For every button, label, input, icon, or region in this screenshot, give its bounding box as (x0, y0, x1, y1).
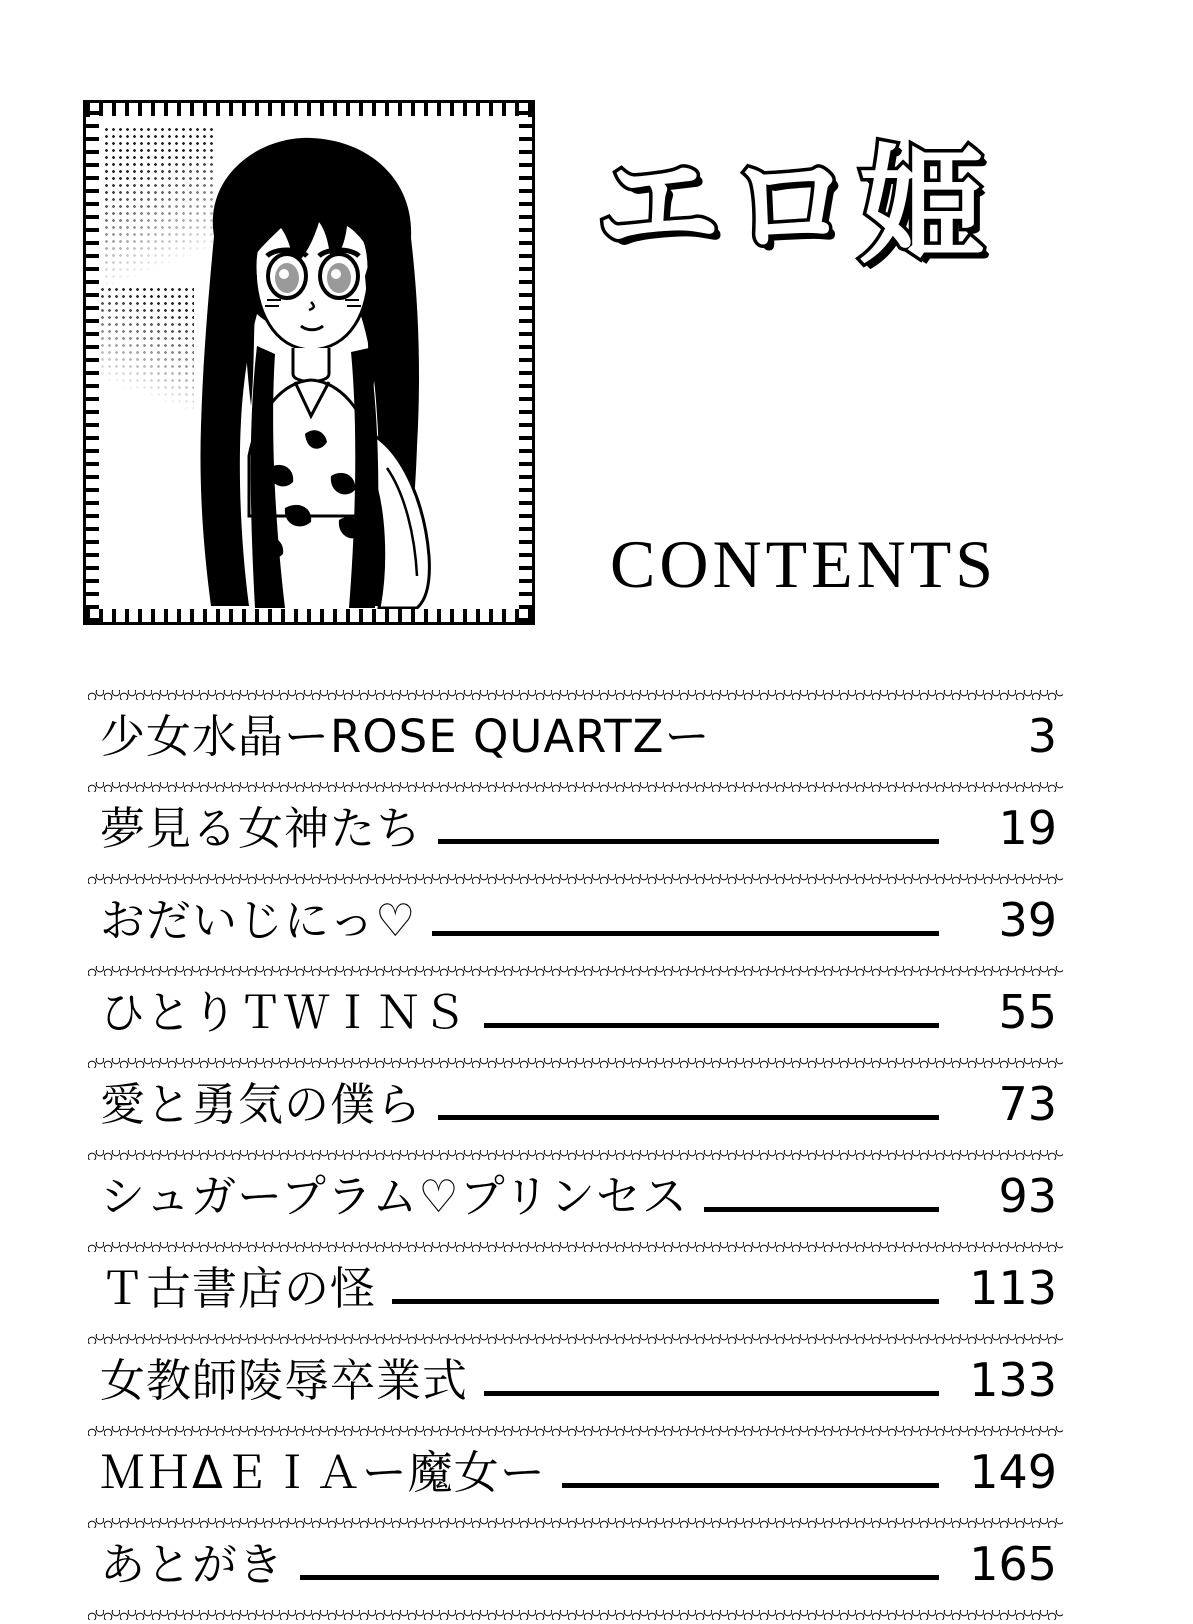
toc-entry-title: 女教師陵辱卒業式 (100, 1354, 469, 1407)
toc-leader (432, 931, 939, 936)
toc-leader (438, 839, 939, 844)
toc-divider (88, 782, 1063, 792)
toc-divider (88, 966, 1063, 976)
toc-divider (88, 1150, 1063, 1160)
toc-entry[interactable] (88, 1068, 1063, 1150)
toc-divider (88, 690, 1063, 700)
toc-entry-title: 愛と勇気の僕ら (100, 1078, 423, 1131)
toc-entry[interactable] (88, 1436, 1063, 1518)
illustration-canvas (99, 116, 519, 609)
toc-entry-title: あとがき (100, 1538, 285, 1591)
toc-entry-title: 少女水晶ーROSE QUARTZー (100, 710, 711, 763)
toc-entry-title: 夢見る女神たち (100, 802, 423, 855)
toc-divider (88, 1058, 1063, 1068)
toc-divider (88, 874, 1063, 884)
toc-leader (438, 1115, 939, 1120)
toc-entry-title: おだいじにっ♡ (100, 894, 417, 947)
toc-entry-title: ＭＨΔＥＩＡー魔女ー (100, 1446, 546, 1499)
toc-entry-page: 113 (969, 1261, 1057, 1315)
toc-entry-page: 3 (1027, 709, 1057, 763)
table-of-contents (88, 690, 1063, 1620)
toc-entry[interactable] (88, 976, 1063, 1058)
toc-divider (88, 1334, 1063, 1344)
toc-entry-page: 73 (998, 1077, 1057, 1131)
toc-entry-page: 55 (998, 985, 1057, 1039)
toc-entry[interactable] (88, 1160, 1063, 1242)
cover-header (0, 0, 1193, 660)
toc-leader (484, 1023, 939, 1028)
girl-portrait-illustration (99, 116, 519, 609)
toc-leader (726, 747, 939, 752)
toc-entry-page: 165 (969, 1537, 1057, 1591)
toc-entry[interactable] (88, 700, 1063, 782)
cover-illustration (83, 100, 535, 625)
toc-entry[interactable] (88, 1344, 1063, 1426)
toc-leader (484, 1391, 939, 1396)
toc-divider (88, 1242, 1063, 1252)
toc-leader (300, 1575, 939, 1580)
toc-entry-title: シュガープラム♡プリンセス (100, 1170, 688, 1223)
toc-divider (88, 1426, 1063, 1436)
toc-entry[interactable] (88, 1528, 1063, 1610)
toc-entry-page: 93 (998, 1169, 1057, 1223)
toc-leader (562, 1483, 939, 1488)
toc-entry[interactable] (88, 884, 1063, 966)
toc-leader (392, 1299, 939, 1304)
toc-leader (704, 1207, 939, 1212)
contents-heading: CONTENTS (610, 526, 998, 602)
toc-entry[interactable] (88, 792, 1063, 874)
toc-entry-page: 149 (969, 1445, 1057, 1499)
toc-entry-page: 133 (969, 1353, 1057, 1407)
toc-divider (88, 1518, 1063, 1528)
toc-entry[interactable] (88, 1252, 1063, 1334)
toc-entry-page: 19 (998, 801, 1057, 855)
toc-divider (88, 1610, 1063, 1620)
toc-entry-page: 39 (998, 893, 1057, 947)
toc-entry-title: Ｔ古書店の怪 (100, 1262, 377, 1315)
toc-entry-title: ひとりＴＷＩＮＳ (100, 986, 469, 1039)
series-title-logo: エロ姫 (595, 132, 991, 279)
